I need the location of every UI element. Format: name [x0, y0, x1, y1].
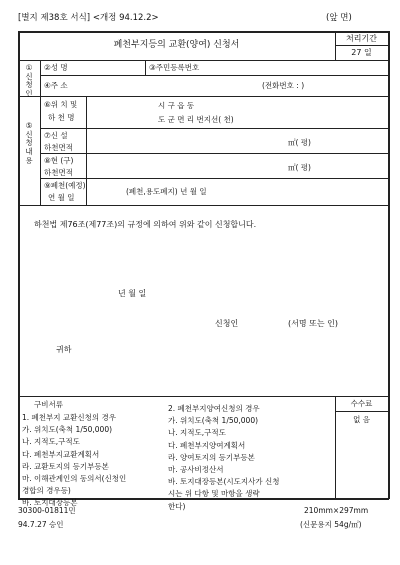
- list-item: 경합의 경우등): [22, 486, 71, 496]
- list-item: 나. 지적도,구적도: [168, 428, 226, 438]
- old-area-label-line2: 하천면적: [44, 168, 73, 177]
- list-item: 라. 교환토지의 등기부등본: [22, 461, 109, 471]
- list-item: 다. 폐천부지양여계획서: [168, 440, 246, 450]
- list-item: 2. 폐천부지양여신청의 경우: [168, 404, 260, 413]
- name-label: ②성 명: [44, 63, 68, 72]
- list-item: 마. 공사비정산서: [168, 464, 224, 474]
- list-item: 나. 지적도,구적도: [22, 437, 80, 447]
- application-date-line: 년 월 일: [118, 289, 147, 298]
- phone-label: (전화번호 : ): [262, 81, 305, 90]
- closure-date-value: (폐천,용도폐지) 년 월 일: [126, 187, 207, 196]
- old-area-unit: ㎡( 평): [288, 163, 311, 172]
- list-item: 한다): [168, 501, 186, 511]
- fee-label: 수수료: [350, 399, 373, 408]
- address-label: ④주 소: [44, 81, 68, 90]
- declaration-text: 하천법 제76조(제77조)의 규정에 의하여 위와 같이 신청합니다.: [34, 220, 257, 229]
- footer-paper-type: (신문용지 54g/㎡): [300, 520, 362, 529]
- closure-date-label-line2: 연 월 일: [48, 193, 75, 202]
- list-item: 바. 토지대장등본: [22, 498, 78, 508]
- signer-label: 신청인: [215, 319, 239, 328]
- list-item: 시는 위 다항 및 마항을 생략: [168, 489, 260, 499]
- location-header-line1: 시 구 읍 동: [158, 101, 195, 110]
- footer-paper-size: 210mm×297mm: [304, 506, 369, 515]
- addressee: 귀하: [56, 345, 72, 354]
- processing-period-value: 27 일: [351, 48, 372, 57]
- new-area-label-line1: ⑦신 설: [44, 131, 68, 140]
- location-label-line1: ⑥위 치 및: [44, 100, 78, 109]
- fee-value: 없 음: [353, 415, 370, 424]
- resident-number-label: ③주민등록번호: [149, 63, 200, 72]
- new-area-unit: ㎡( 평): [288, 138, 311, 147]
- list-item: 1. 폐천부지 교환신청의 경우: [22, 413, 117, 422]
- footer-code: 30300-01811민: [18, 506, 76, 515]
- signature-placeholder: (서명 또는 인): [288, 319, 338, 328]
- location-label-line2: 하 천 명: [48, 113, 75, 122]
- list-item: 바. 토지대장등본(시도지사가 신청: [168, 477, 280, 487]
- applicant-section-label: ①신청인: [25, 63, 33, 98]
- list-item: 마. 이해관계인의 동의서(신청인: [22, 473, 127, 483]
- list-item: 가. 위치도(축척 1/50,000): [168, 416, 259, 426]
- new-area-label-line2: 하천면적: [44, 143, 73, 152]
- list-item: 다. 폐천부지교환계획서: [22, 449, 100, 459]
- list-item: 가. 위치도(축척 1/50,000): [22, 425, 113, 435]
- form-title: 폐천부지등의 교환(양여) 신청서: [113, 40, 240, 50]
- closure-date-label-line1: ⑨폐천(예정): [44, 181, 86, 190]
- page-side-label: (앞 면): [326, 13, 352, 23]
- footer-approval: 94.7.27 승인: [18, 520, 64, 529]
- location-header-line2: 도 군 면 리 번지선( 천): [158, 115, 234, 124]
- list-item: 라. 양여토지의 등기부등본: [168, 452, 255, 462]
- documents-header: 구비서류: [34, 400, 63, 409]
- processing-period-label: 처리기간: [346, 34, 377, 43]
- form-number: [별지 제38호 서식] <개정 94.12.2>: [18, 13, 159, 23]
- content-section-label: ⑤신청내용: [25, 121, 33, 165]
- old-area-label-line1: ⑧현 (구): [44, 156, 74, 165]
- documents-list-exchange: [22, 414, 126, 512]
- documents-list-transfer: [168, 405, 280, 515]
